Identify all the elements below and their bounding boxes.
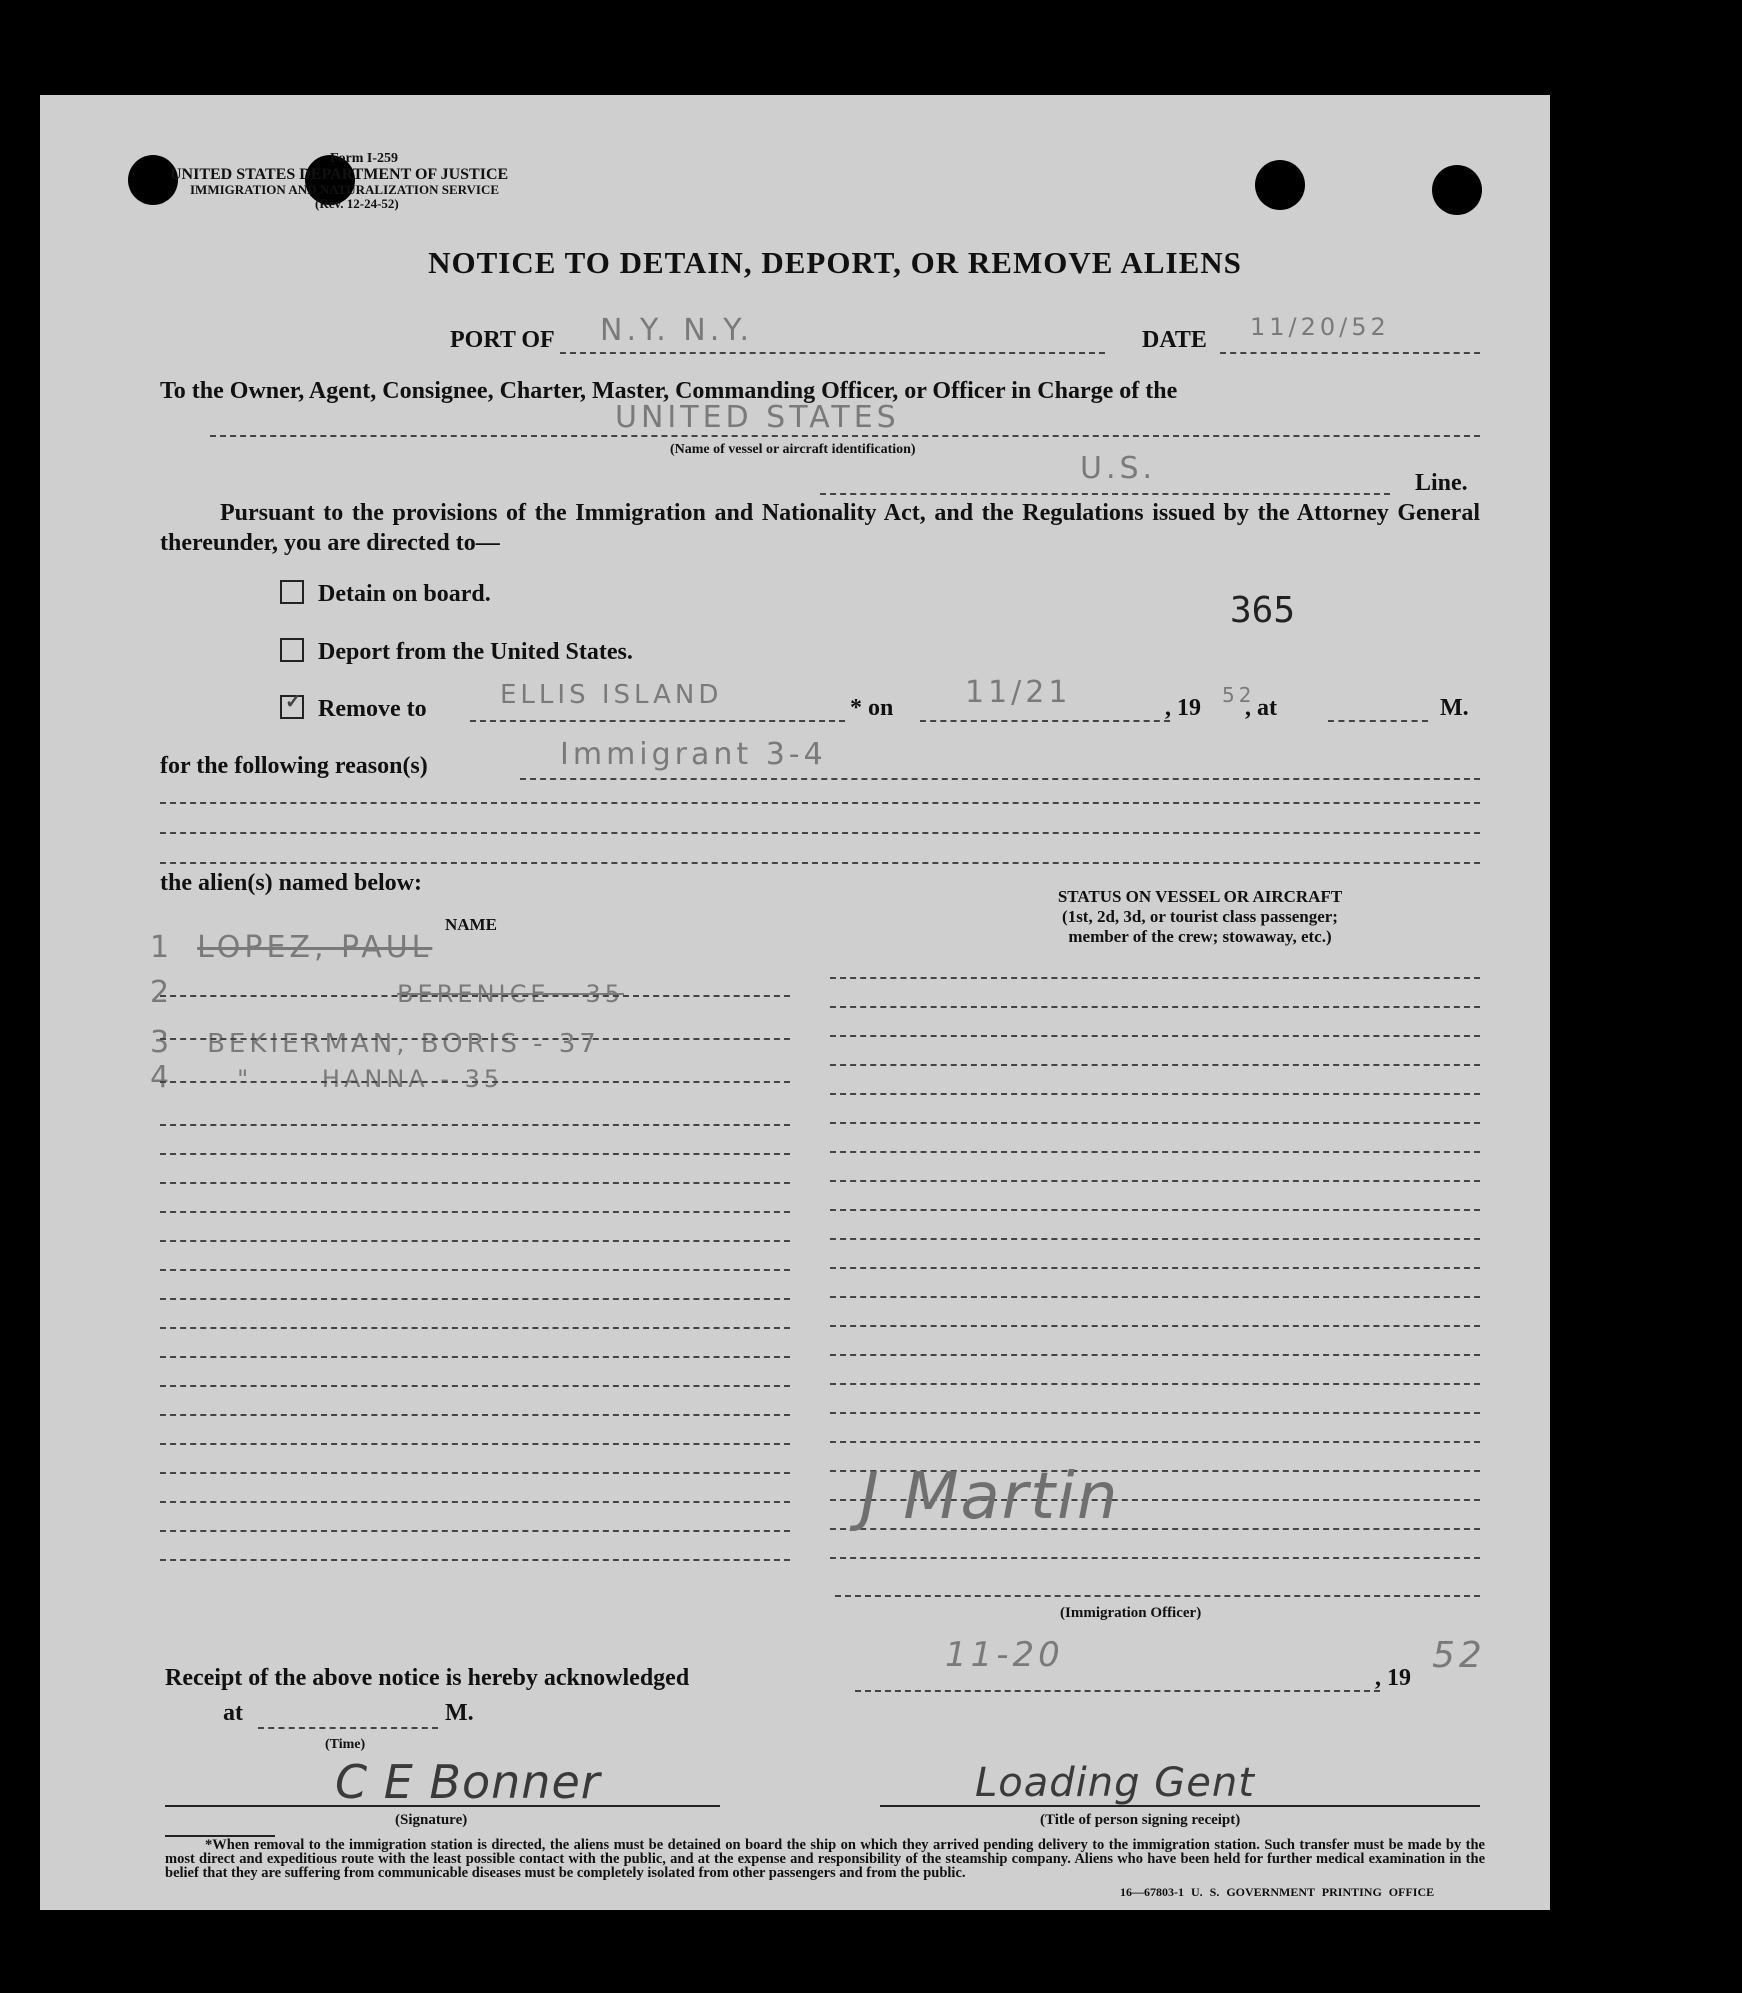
reason-line [520, 778, 1480, 780]
alien-name: BEKIERMAN, BORIS - 37 [207, 1029, 600, 1059]
vessel-field-line [210, 435, 1480, 437]
alien-number: 4 [150, 1060, 174, 1095]
stamp-number: 365 [1230, 590, 1296, 631]
page-title: NOTICE TO DETAIN, DEPORT, OR REMOVE ALIENS [428, 245, 1242, 280]
alien-number: 3 [150, 1025, 174, 1060]
status-header-line2: (1st, 2d, 3d, or tourist class passenger; [1062, 907, 1338, 926]
officer-caption: (Immigration Officer) [1060, 1605, 1202, 1621]
form-sheet [40, 95, 1550, 1910]
status-header-line3: member of the crew; stowaway, etc.) [1068, 927, 1332, 946]
alien-number: 1 [150, 930, 174, 965]
remove-date-value: 11/21 [965, 675, 1072, 710]
receipt-at-label: at [223, 1700, 243, 1726]
alien-name: " HANNA - 35 [237, 1065, 504, 1093]
reason-line [160, 862, 1480, 864]
receipt-m-label: M. [445, 1700, 474, 1726]
deport-checkbox[interactable] [280, 638, 304, 662]
date-label: DATE [1142, 327, 1207, 353]
signature-line [165, 1805, 720, 1807]
punch-hole [1255, 160, 1305, 210]
status-header-line1: STATUS ON VESSEL OR AIRCRAFT [1057, 887, 1343, 906]
name-column-header: NAME [445, 915, 497, 934]
vessel-value: UNITED STATES [615, 400, 900, 435]
port-label: PORT OF [450, 327, 555, 353]
reason-line [160, 802, 1480, 804]
officer-signature: J Martin [860, 1460, 1120, 1534]
addressee-text: To the Owner, Agent, Consignee, Charter, Master, Commanding Officer, or Officer in Charge of the [160, 378, 1178, 404]
option-detain[interactable] [280, 580, 491, 608]
alien-number: 2 [150, 975, 174, 1010]
aliens-label: the alien(s) named below: [160, 870, 422, 896]
vessel-caption: (Name of vessel or aircraft identification) [670, 442, 916, 457]
alien-row [150, 975, 624, 1010]
deport-label: Deport from the United States. [318, 639, 633, 665]
footnote: *When removal to the immigration station is directed, the aliens must be detained on board the ship on which they arrived pending delivery to the immigration station. Such transfer must be made by the most direct and expeditious route with the least possible contact with the public, and at the expense and responsibility of the steamship company. Aliens who have been held for further medical examination in the belief that they are suffering from communicable diseases must be completely isolated from other passengers and from the public. [165, 1837, 1485, 1881]
remove-checkbox[interactable]: ✓ [280, 695, 304, 719]
option-deport[interactable] [280, 638, 633, 666]
department-name: UNITED STATES DEPARTMENT OF JUSTICE [170, 166, 509, 183]
remove-to-value: ELLIS ISLAND [500, 680, 723, 710]
alien-name: BERENICE - 35 [397, 980, 624, 1008]
receipt-time-line [258, 1727, 438, 1729]
remove-on-label: * on [850, 695, 894, 721]
signature-caption: (Signature) [395, 1812, 468, 1828]
signer-title-value: Loading Gent [975, 1760, 1255, 1806]
revision-date: (Rev. 12-24-52) [315, 196, 399, 211]
date-value: 11/20/52 [1250, 313, 1390, 341]
at-label: , at [1245, 695, 1277, 721]
reason-value: Immigrant 3-4 [560, 737, 827, 772]
form-number: Form I-259 [330, 151, 399, 166]
port-field-line [560, 352, 1105, 354]
alien-row [150, 1025, 600, 1060]
alien-row [150, 930, 432, 965]
year-prefix: , 19 [1165, 695, 1201, 721]
title-caption: (Title of person signing receipt) [1040, 1812, 1241, 1828]
alien-row [150, 1060, 503, 1095]
receipt-date-line [855, 1690, 1380, 1692]
receipt-signature: C E Bonner [335, 1755, 601, 1809]
detain-checkbox[interactable] [280, 580, 304, 604]
line-value: U.S. [1080, 451, 1157, 486]
remove-year-value: 52 [1222, 683, 1256, 707]
punch-hole [1432, 165, 1482, 215]
alien-name: LOPEZ, PAUL [197, 930, 433, 965]
detain-label: Detain on board. [318, 581, 491, 607]
service-name: IMMIGRATION AND NATURALIZATION SERVICE [190, 182, 500, 197]
option-remove[interactable] [280, 691, 427, 723]
officer-signature-line [835, 1595, 1480, 1597]
time-caption: (Time) [325, 1737, 366, 1752]
m-label: M. [1440, 695, 1469, 721]
reason-label: for the following reason(s) [160, 753, 428, 779]
receipt-year-value: 52 [1432, 1635, 1486, 1676]
remove-to-line [470, 720, 845, 722]
receipt-text: Receipt of the above notice is hereby acknowledged [165, 1665, 690, 1691]
line-field-line [820, 493, 1390, 495]
line-label: Line. [1415, 470, 1468, 496]
reason-line [160, 832, 1480, 834]
remove-label: Remove to [318, 696, 427, 722]
date-field-line [1220, 352, 1480, 354]
receipt-year-prefix: , 19 [1375, 1665, 1411, 1691]
time-line [1328, 720, 1428, 722]
receipt-date-value: 11-20 [945, 1635, 1064, 1675]
port-value: N.Y. N.Y. [600, 313, 754, 348]
pursuant-paragraph: Pursuant to the provisions of the Immigration and Nationality Act, and the Regulations issued by the Attorney General thereunder, you are directed to— [160, 500, 1480, 556]
title-line [880, 1805, 1480, 1807]
print-code: 16—67803-1 U. S. GOVERNMENT PRINTING OFFICE [1120, 1885, 1435, 1899]
remove-date-line [920, 720, 1170, 722]
